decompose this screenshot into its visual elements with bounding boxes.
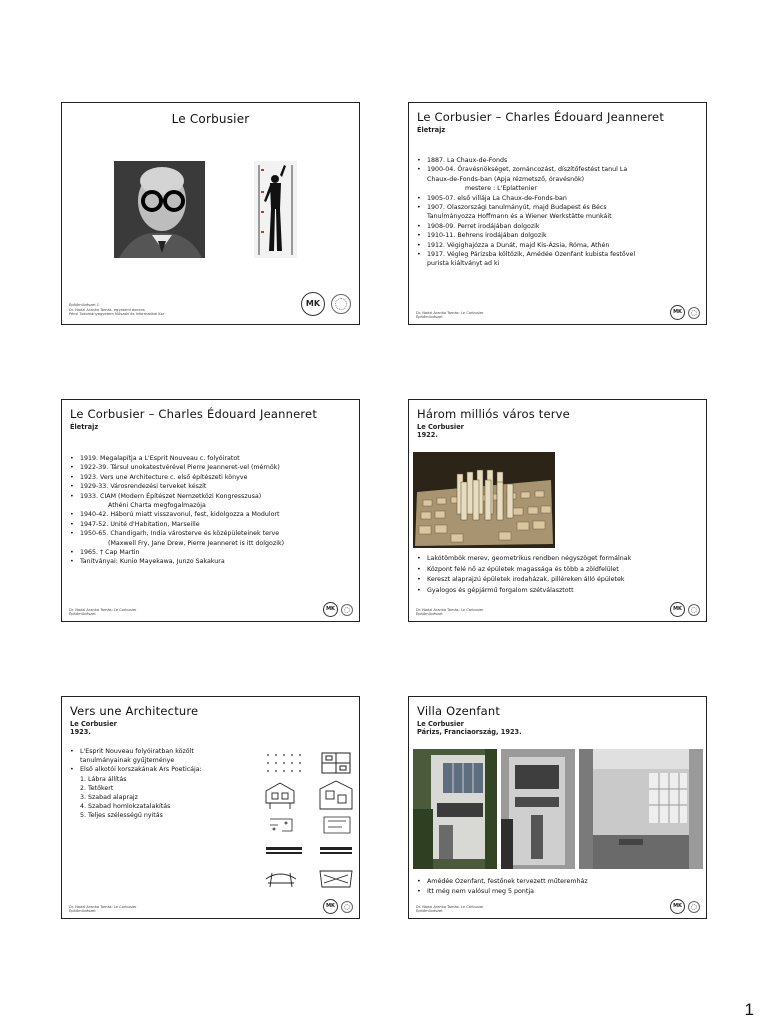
list-item: • Amédée Ozenfant, festőnek tervezett műteremház	[417, 877, 701, 887]
list-item: • 1905-07. első villája La Chaux-de-Fonds-ban	[417, 194, 699, 203]
list-item: • Tanítványai: Kunio Mayekawa, Junzo Sakakura	[70, 557, 352, 566]
five-points-sketches	[262, 751, 358, 901]
university-seal-icon	[688, 307, 700, 319]
bullet-list	[70, 747, 246, 821]
slide-footer: Dr. Nadzi Aranka Tamás: Le Corbusier Építőművészet	[416, 310, 484, 320]
list-item: purista kiáltványt ad ki	[427, 260, 500, 268]
list-item: mestere : L'Eplattenier	[465, 185, 537, 193]
slide-footer: Dr. Nadzi Aranka Tamás: Le Corbusier Építőművészet	[416, 607, 484, 617]
slide-subtitle: Életrajz	[417, 126, 446, 134]
list-item: 1. Lábra állítás	[80, 775, 127, 783]
list-item: Chaux-de-Fonds-ban (Apja rézmetsző, óravésnök)	[427, 175, 585, 183]
slide-3	[61, 399, 360, 622]
logos	[301, 292, 351, 316]
list-item: • Első alkotói korszakának Ars Poeticája:	[70, 765, 246, 774]
page-number: 1	[744, 1000, 754, 1019]
list-item: • 1940-42. Háború miatt visszavonul, fest, kidolgozza a Modulort	[70, 510, 352, 519]
list-item: • Lakótömbök merev, geometrikus rendben négyszöget formálnak	[417, 554, 701, 565]
slide-title: Le Corbusier – Charles Édouard Jeanneret	[417, 110, 665, 124]
list-item: • 1908-09. Perret irodájában dolgozik	[417, 222, 699, 231]
slide-5	[61, 696, 360, 919]
logos	[670, 305, 700, 320]
slide-footer: Dr. Nadzi Aranka Tamás: Le Corbusier Építőművészet	[416, 904, 484, 914]
slide-year: 1923.	[70, 728, 91, 736]
list-item: • 1950-65. Chandigarh, India városterve és középületeinek terve	[70, 529, 352, 538]
slide-subtitle: Le Corbusier	[70, 720, 117, 728]
mk-logo-icon: MK	[301, 292, 325, 316]
city-model-photo	[413, 452, 555, 548]
university-seal-icon	[688, 604, 700, 616]
list-item: • Gyalogos és gépjármű forgalom szétválasztott	[417, 586, 701, 597]
mk-logo-icon: MK	[323, 602, 338, 617]
slide-footer: Dr. Nadzi Aranka Tamás: Le Corbusier Építőművészet	[69, 607, 137, 617]
university-seal-icon	[341, 901, 353, 913]
university-seal-icon	[341, 604, 353, 616]
list-item: • 1917. Végleg Párizsba költözik, Amédée Ozenfant kubista festővel	[417, 250, 699, 259]
list-item: Tanulmányozza Hoffmann és a Wiener Werkstätte munkáit	[427, 213, 612, 221]
modulor-figure	[254, 161, 297, 258]
list-item: 3. Szabad alaprajz	[80, 794, 138, 802]
logos	[323, 602, 353, 617]
list-item: • Kereszt alaprajzú épületek irodaházak, pilléreken álló épületek	[417, 575, 701, 586]
slide-location: Párizs, Franciaország, 1923.	[417, 728, 522, 736]
villa-street-photo	[501, 749, 575, 869]
slide-2	[408, 102, 707, 325]
mk-logo-icon: MK	[323, 899, 338, 914]
logos	[670, 602, 700, 617]
slide-footer: Építőművészet 1. Dr. Nadzi Aranka Tamás, egyetemi docens Pécsi Tudományegyetem Műszaki és Informatikai Kar	[69, 303, 165, 317]
slide-year: 1922.	[417, 431, 438, 439]
list-item: • Itt még nem valósul meg 5 pontja	[417, 887, 701, 897]
list-item: 4. Szabad homlokzatalakítás	[80, 803, 171, 811]
villa-studio-interior-photo	[579, 749, 703, 869]
list-item: • L'Esprit Nouveau folyóiratban közölt	[70, 747, 246, 756]
list-item: • 1919. Megalapítja a L'Esprit Nouveau c. folyóiratot	[70, 454, 352, 463]
portrait-photo	[114, 161, 205, 258]
slide-title: Vers une Architecture	[70, 704, 199, 718]
bullet-list	[417, 156, 699, 269]
university-seal-icon	[331, 294, 351, 314]
slide-title: Három milliós város terve	[417, 407, 570, 421]
slide-footer: Dr. Nadzi Aranka Tamás: Le Corbusier Építőművészet	[69, 904, 137, 914]
slide-1	[61, 102, 360, 325]
list-item: • 1947-52. Unité d'Habitation, Marseille	[70, 520, 352, 529]
villa-exterior-photo	[413, 749, 497, 869]
mk-logo-icon: MK	[670, 305, 685, 320]
slide-title: Villa Ozenfant	[417, 704, 501, 718]
university-seal-icon	[688, 901, 700, 913]
list-item: (Maxwell Fry, Jane Drew, Pierre Jeanneret is itt dolgozik)	[108, 539, 285, 547]
list-item: • 1887. La Chaux-de-Fonds	[417, 156, 699, 165]
list-item: • 1965. † Cap Martin	[70, 548, 352, 557]
slide-subtitle: Életrajz	[70, 423, 99, 431]
slide-title: Le Corbusier – Charles Édouard Jeanneret	[70, 407, 318, 421]
logos	[670, 899, 700, 914]
bullet-list	[417, 554, 701, 596]
list-item: tanulmányainak gyűjteménye	[80, 757, 175, 765]
logos	[323, 899, 353, 914]
list-item: • 1922-39. Társul unokatestvérével Pierre Jeanneret-vel (mérnök)	[70, 463, 352, 472]
slide-title: Le Corbusier	[171, 112, 250, 126]
bullet-list	[70, 454, 352, 567]
slide-4	[408, 399, 707, 622]
list-item: • 1910-11. Behrens irodájában dolgozik	[417, 231, 699, 240]
list-item: • 1912. Végighajózza a Dunát, majd Kis-Ázsia, Róma, Athén	[417, 241, 699, 250]
list-item: Athéni Charta megfogalmazója	[108, 502, 206, 510]
slide-subtitle: Le Corbusier	[417, 423, 464, 431]
bullet-list	[417, 877, 701, 898]
list-item: • 1929-33. Városrendezési terveket készít	[70, 482, 352, 491]
slide-subtitle: Le Corbusier	[417, 720, 464, 728]
mk-logo-icon: MK	[670, 602, 685, 617]
list-item: 5. Teljes szélességű nyitás	[80, 812, 163, 820]
list-item: • 1907. Olaszországi tanulmányút, majd Budapest és Bécs	[417, 203, 699, 212]
list-item: • 1923. Vers une Architecture c. első építészeti könyve	[70, 473, 352, 482]
list-item: • Központ felé nő az épületek magassága és több a zöldfelület	[417, 565, 701, 576]
list-item: • 1900-04. Óravésnökséget, zománcozást, díszítőfestést tanul La	[417, 165, 699, 174]
list-item: • 1933. CIAM (Modern Építészet Nemzetközi Kongresszusa)	[70, 492, 352, 501]
mk-logo-icon: MK	[670, 899, 685, 914]
list-item: 2. Tetőkert	[80, 784, 114, 792]
slide-6	[408, 696, 707, 919]
